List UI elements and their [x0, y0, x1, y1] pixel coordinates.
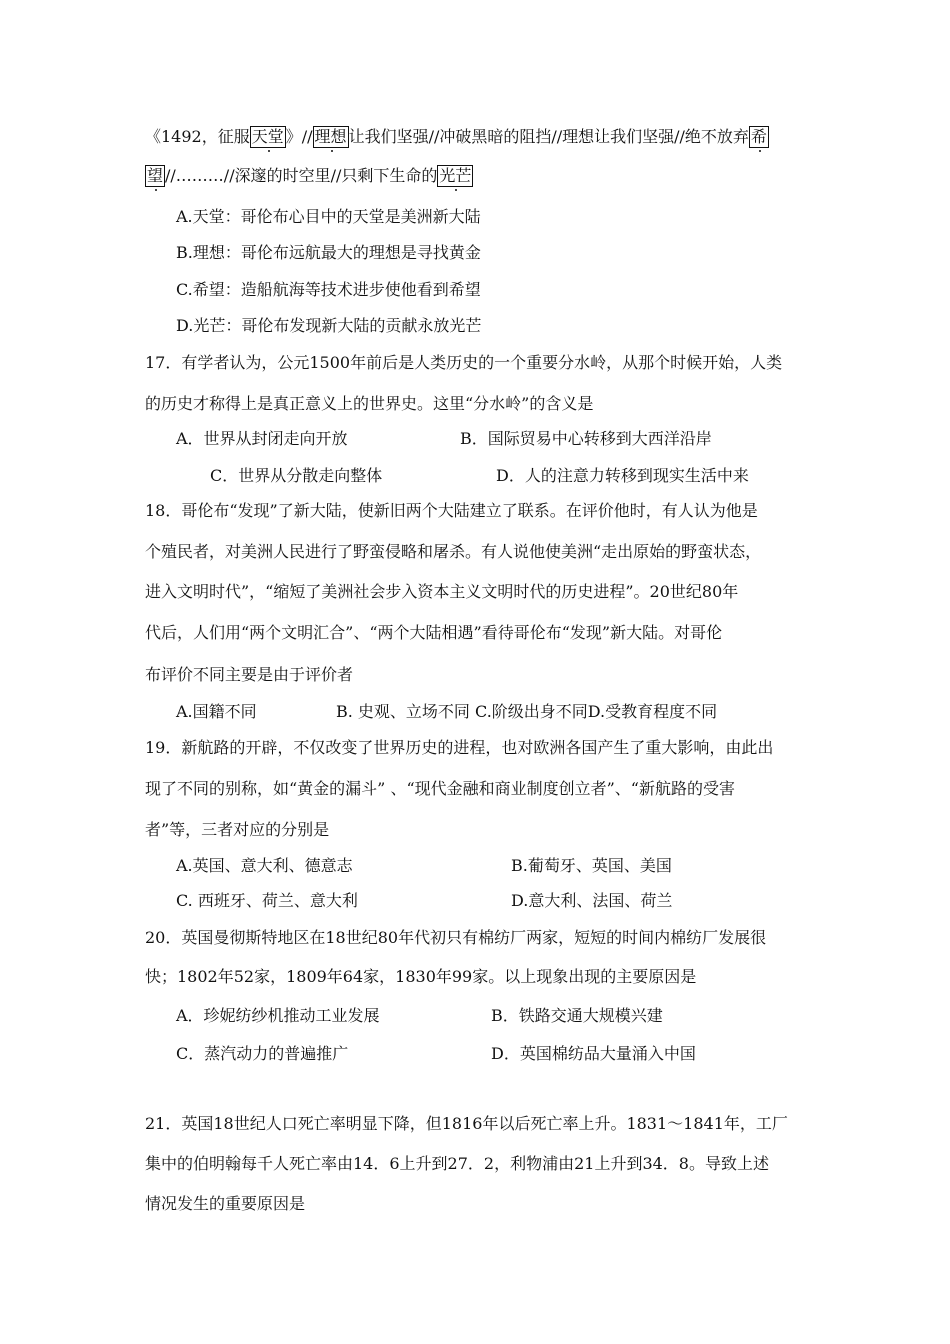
q17-stem-line-2: 的历史才称得上是真正意义上的世界史。这里“分水岭”的含义是 — [145, 394, 594, 413]
q17-option-d: D．人的注意力转移到现实生活中来 — [496, 466, 749, 485]
boxed-word-lixiang: 理想 — [314, 127, 347, 146]
q19-stem-line-3: 者”等，三者对应的分别是 — [145, 820, 330, 839]
q20-option-d: D．英国棉纺品大量涌入中国 — [491, 1044, 696, 1063]
q19-option-d: D.意大利、法国、荷兰 — [511, 891, 673, 910]
q19-option-b: B.葡萄牙、英国、美国 — [511, 856, 672, 875]
boxed-word-tiantang: 天堂 — [251, 127, 284, 146]
q21-stem-line-1: 21．英国18世纪人口死亡率明显下降，但1816年以后死亡率上升。1831～1841年，工厂 — [145, 1114, 788, 1133]
q21-stem-line-3: 情况发生的重要原因是 — [145, 1194, 306, 1213]
q19-stem-line-1: 19．新航路的开辟，不仅改变了世界历史的进程，也对欧洲各国产生了重大影响，由此出 — [145, 738, 774, 757]
q20-option-a: A．珍妮纺纱机推动工业发展 — [176, 1006, 380, 1025]
q16-text: //………//深邃的时空里//只剩下生命的 — [165, 166, 438, 185]
q20-option-c: C．蒸汽动力的普遍推广 — [176, 1044, 349, 1063]
q16-text: 《1492，征服 — [145, 127, 250, 146]
q16-option-a: A.天堂：哥伦布心目中的天堂是美洲新大陆 — [176, 207, 481, 226]
q18-stem-line-4: 代后，人们用“两个文明汇合”、“两个大陆相遇”看待哥伦布“发现”新大陆。对哥伦 — [145, 623, 723, 642]
q16-option-d: D.光芒：哥伦布发现新大陆的贡献永放光芒 — [176, 316, 482, 335]
q20-stem-line-2: 快；1802年52家，1809年64家，1830年99家。以上现象出现的主要原因是 — [145, 967, 697, 986]
q20-stem-line-1: 20．英国曼彻斯特地区在18世纪80年代初只有棉纺厂两家，短短的时间内棉纺厂发展很 — [145, 928, 767, 947]
q19-option-a: A.英国、意大利、德意志 — [176, 856, 353, 875]
q17-option-b: B．国际贸易中心转移到大西洋沿岸 — [460, 429, 712, 448]
boxed-word-xi: 希 — [750, 127, 767, 146]
q18-stem-line-2: 个殖民者，对美洲人民进行了野蛮侵略和屠杀。有人说他使美洲“走出原始的野蛮状态， — [145, 542, 762, 561]
q18-stem-line-5: 布评价不同主要是由于评价者 — [145, 665, 354, 684]
q18-option-bcd: B. 史观、立场不同 C.阶级出身不同D.受教育程度不同 — [336, 702, 718, 721]
q16-option-c: C.希望：造船航海等技术进步使他看到希望 — [176, 280, 481, 299]
q18-option-a: A.国籍不同 — [176, 702, 257, 721]
q16-text: 》// — [285, 127, 313, 146]
q19-stem-line-2: 现了不同的别称，如“黄金的漏斗” 、“现代金融和商业制度创立者”、“新航路的受害 — [145, 779, 735, 798]
q18-stem-line-3: 进入文明时代”，“缩短了美洲社会步入资本主义文明时代的历史进程”。20世纪80年 — [145, 582, 739, 601]
boxed-word-guangmang: 光芒 — [439, 166, 472, 185]
q17-option-c: C．世界从分散走向整体 — [210, 466, 383, 485]
q16-text: 让我们坚强//冲破黑暗的阻挡//理想让我们坚强//绝不放弃 — [348, 127, 749, 146]
q16-option-b: B.理想：哥伦布远航最大的理想是寻找黄金 — [176, 243, 481, 262]
boxed-word-wang: 望 — [147, 166, 164, 185]
q17-stem-line-1: 17．有学者认为，公元1500年前后是人类历史的一个重要分水岭，从那个时候开始，人类 — [145, 353, 783, 372]
q20-option-b: B．铁路交通大规模兴建 — [491, 1006, 663, 1025]
q16-stem-line-2 — [145, 165, 473, 187]
q21-stem-line-2: 集中的伯明翰每千人死亡率由14．6上升到27．2，利物浦由21上升到34．8。导致上述 — [145, 1154, 769, 1173]
q18-stem-line-1: 18．哥伦布“发现”了新大陆，使新旧两个大陆建立了联系。在评价他时，有人认为他是 — [145, 501, 758, 520]
q19-option-c: C. 西班牙、荷兰、意大利 — [176, 891, 358, 910]
q17-option-a: A．世界从封闭走向开放 — [176, 429, 348, 448]
q16-stem-line-1 — [145, 126, 769, 148]
